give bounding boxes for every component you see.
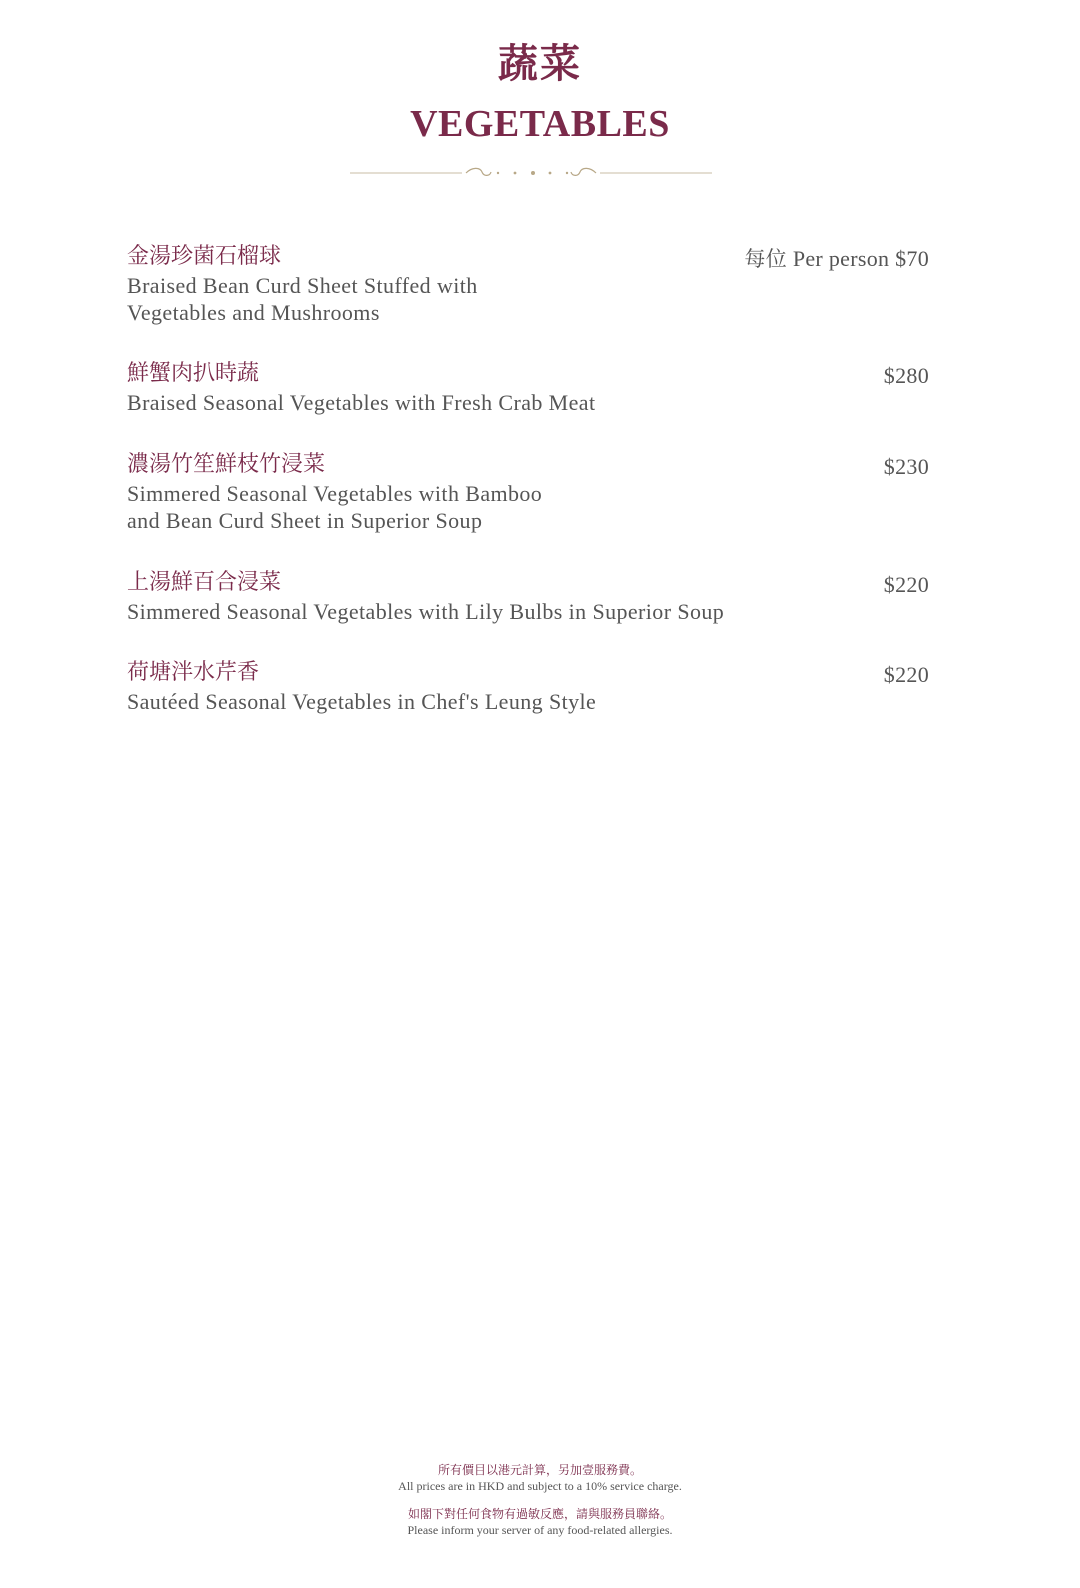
dish-price bbox=[744, 244, 929, 274]
menu-header bbox=[0, 38, 1080, 148]
dish-name-chinese: 濃湯竹笙鮮枝竹浸菜 bbox=[127, 452, 326, 477]
allergy-note-english: Please inform your server of any food-related allergies. bbox=[407, 1523, 673, 1537]
dish-name-chinese: 鮮蟹肉扒時蔬 bbox=[127, 361, 260, 386]
menu-footer bbox=[0, 1462, 1080, 1538]
dish-name-chinese: 金湯珍菌石榴球 bbox=[127, 244, 282, 269]
service-charge-note-chinese: 所有價目以港元計算，另加壹服務費。 bbox=[437, 1463, 642, 1477]
dish-name-english-line: Vegetables and Mushrooms bbox=[127, 300, 380, 325]
dish-price: $280 bbox=[883, 363, 929, 388]
dish-price: $230 bbox=[883, 454, 929, 479]
dish-price: $220 bbox=[883, 662, 929, 687]
price-value: Per person $70 bbox=[792, 246, 929, 271]
dish-name-english-line: Sautéed Seasonal Vegetables in Chef's Leung Style bbox=[127, 689, 597, 714]
dish-name-english-line: Simmered Seasonal Vegetables with Lily Bulbs in Superior Soup bbox=[127, 599, 725, 624]
menu-item bbox=[127, 658, 929, 718]
menu-item bbox=[127, 242, 929, 359]
page-title-chinese: 蔬菜 bbox=[498, 41, 582, 87]
dish-name-english-line: Simmered Seasonal Vegetables with Bamboo bbox=[127, 481, 543, 506]
dish-name-chinese: 荷塘泮水芹香 bbox=[127, 660, 260, 685]
service-charge-note-english: All prices are in HKD and subject to a 10% service charge. bbox=[398, 1479, 682, 1493]
dish-name-english-line: and Bean Curd Sheet in Superior Soup bbox=[127, 508, 483, 533]
dish-price: $220 bbox=[883, 572, 929, 597]
menu-item bbox=[127, 450, 929, 568]
price-per-person-chinese: 每位 bbox=[744, 247, 787, 271]
allergy-note-chinese: 如閣下對任何食物有過敏反應，請與服務員聯絡。 bbox=[407, 1507, 672, 1521]
menu-item bbox=[127, 359, 929, 450]
dish-name-english-line: Braised Bean Curd Sheet Stuffed with bbox=[127, 273, 478, 298]
divider-ornament-icon bbox=[350, 160, 712, 186]
menu-item bbox=[127, 568, 929, 658]
dish-name-chinese: 上湯鮮百合浸菜 bbox=[127, 570, 282, 595]
menu-item-list bbox=[127, 242, 929, 718]
page-title-english: VEGETABLES bbox=[410, 103, 670, 145]
dish-name-english-line: Braised Seasonal Vegetables with Fresh Crab Meat bbox=[127, 390, 596, 415]
